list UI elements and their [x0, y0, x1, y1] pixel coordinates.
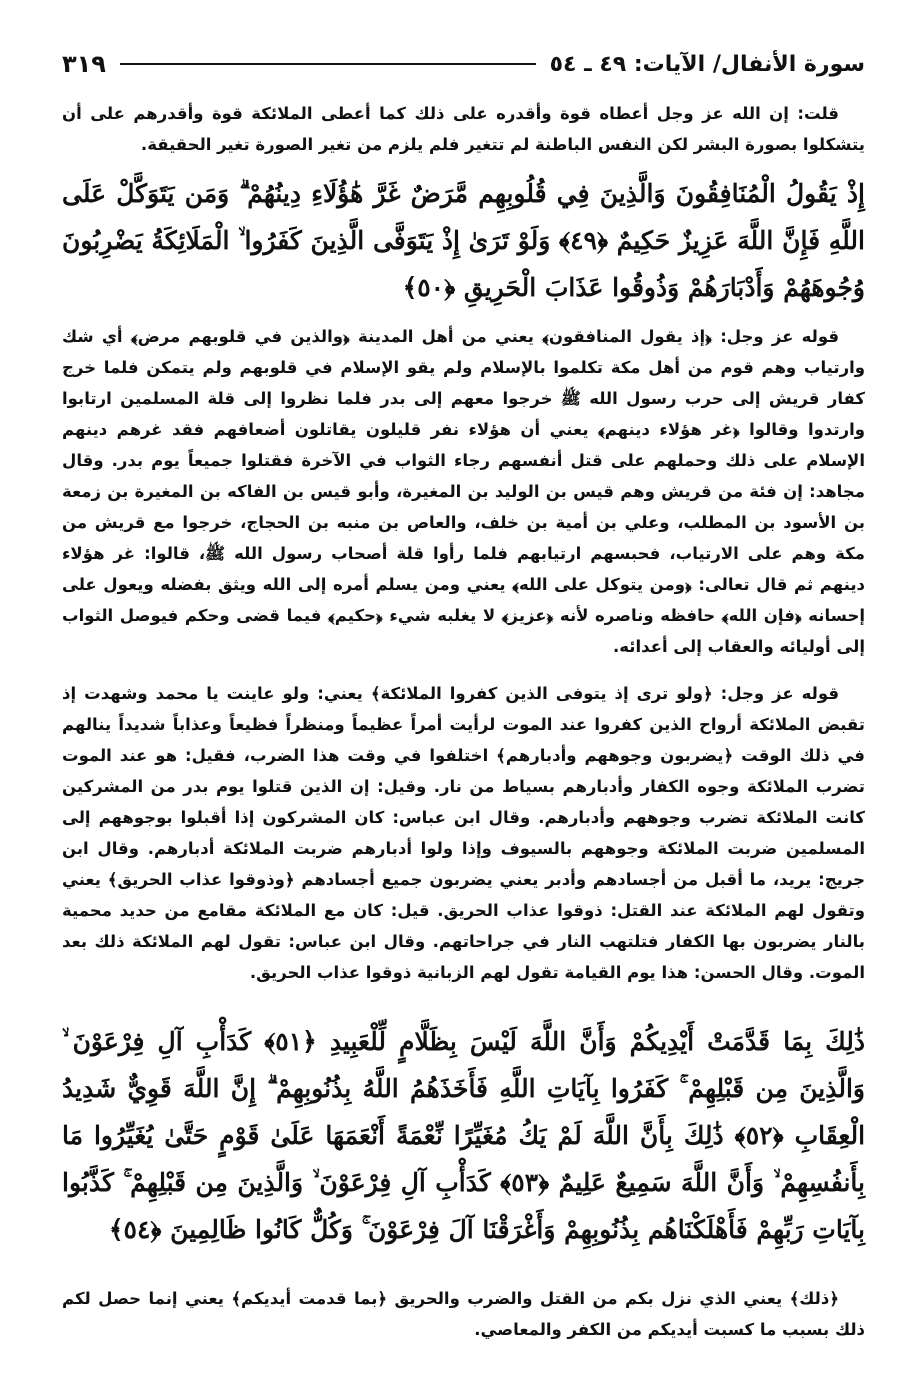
paragraph-text: ﴿ذلك﴾ يعني الذي نزل بكم من القتل والضرب والحريق ﴿بما قدمت أيديكم﴾ يعني إنما حصل لكم ذلك بسبب ما كسبت أيديكم من الكفر والمعاصي.: [62, 1289, 865, 1339]
page-number: ٣١٩: [62, 50, 106, 78]
commentary-paragraph-2: [62, 321, 865, 662]
header-rule: [120, 63, 536, 65]
commentary-paragraph-4: [62, 1283, 865, 1345]
quran-verses-51-54: ذَٰلِكَ بِمَا قَدَّمَتْ أَيْدِيكُمْ وَأَنَّ اللَّهَ لَيْسَ بِظَلَّامٍ لِّلْعَبِيدِ ﴿٥١﴾ كَدَأْبِ آلِ فِرْعَوْنَ ۙ وَالَّذِينَ مِن قَبْلِهِمْ ۚ كَفَرُوا بِآيَاتِ اللَّهِ فَأَخَذَهُمُ اللَّهُ بِذُنُوبِهِمْ ۗ إِنَّ اللَّهَ قَوِيٌّ شَدِيدُ الْعِقَابِ ﴿٥٢﴾ ذَٰلِكَ بِأَنَّ اللَّهَ لَمْ يَكُ مُغَيِّرًا نِّعْمَةً أَنْعَمَهَا عَلَىٰ قَوْمٍ حَتَّىٰ يُغَيِّرُوا مَا بِأَنفُسِهِمْ ۙ وَأَنَّ اللَّهَ سَمِيعٌ عَلِيمٌ ﴿٥٣﴾ كَدَأْبِ آلِ فِرْعَوْنَ ۙ وَالَّذِينَ مِن قَبْلِهِمْ ۚ كَذَّبُوا بِآيَاتِ رَبِّهِمْ فَأَهْلَكْنَاهُم بِذُنُوبِهِمْ وَأَغْرَقْنَا آلَ فِرْعَوْنَ ۚ وَكُلٌّ كَانُوا ظَالِمِينَ ﴿٥٤﴾: [62, 1027, 866, 1244]
quran-verses-49-50: إِذْ يَقُولُ الْمُنَافِقُونَ وَالَّذِينَ فِي قُلُوبِهِم مَّرَضٌ غَرَّ هَٰؤُلَاءِ دِينُهُمْ ۗ وَمَن يَتَوَكَّلْ عَلَى اللَّهِ فَإِنَّ اللَّهَ عَزِيزٌ حَكِيمٌ ﴿٤٩﴾ وَلَوْ تَرَىٰ إِذْ يَتَوَفَّى الَّذِينَ كَفَرُوا ۙ الْمَلَائِكَةُ يَضْرِبُونَ وُجُوهَهُمْ وَأَدْبَارَهُمْ وَذُوقُوا عَذَابَ الْحَرِيقِ ﴿٥٠﴾: [62, 179, 865, 302]
paragraph-text: قوله عز وجل: ﴿إذ يقول المنافقون﴾ يعني من أهل المدينة ﴿والذين في قلوبهم مرض﴾ أي شك وارتياب وهم قوم من أهل مكة تكلموا بالإسلام ولم يقو الإسلام في قلوبهم ولم يتمكن فلما خرج كفار قريش إلى حرب رسول الله ﷺ خرجوا معهم إلى بدر فلما نظروا إلى قلة المسلمين ارتابوا وارتدوا وقالوا ﴿غر هؤلاء دينهم﴾ يعني أن هؤلاء نفر قليلون يقاتلون أضعافهم فقد غرهم دينهم الإسلام على ذلك وحملهم على قتل أنفسهم رجاء الثواب في الآخرة فقتلوا جميعاً يوم بدر. وقال مجاهد: إن فئة من قريش وهم قيس بن الوليد بن المغيرة، وأبو قيس بن الفاكه بن المغيرة بن زمعة بن الأسود بن المطلب، وعلي بن أمية بن خلف، والعاص بن منبه بن الحجاج، خرجوا مع قريش من مكة وهم على الارتياب، فحبسهم ارتيابهم فلما رأوا قلة أصحاب رسول الله ﷺ، قالوا: غر هؤلاء دينهم ثم قال تعالى: ﴿ومن يتوكل على الله﴾ يعني ومن يسلم أمره إلى الله ويثق بفضله ويعول على إحسانه ﴿فإن الله﴾ حافظه وناصره لأنه ﴿عزيز﴾ لا يغلبه شيء ﴿حكيم﴾ فيما قضى وحكم فيوصل الثواب إلى أوليائه والعقاب إلى أعدائه.: [62, 327, 865, 656]
surah-title: سورة الأنفال/ الآيات: ٤٩ ـ ٥٤: [549, 51, 865, 77]
commentary-paragraph-1: [62, 98, 865, 160]
commentary-paragraph-3: [62, 678, 865, 988]
paragraph-text: قلت: إن الله عز وجل أعطاه قوة وأقدره على ذلك كما أعطى الملائكة قوة وأقدرهم على أن يتشكلوا بصورة البشر لكن النفس الباطنة لم تتغير فلم يلزم من تغير الصورة تغير الحقيقة.: [62, 104, 865, 154]
paragraph-text: قوله عز وجل: ﴿ولو ترى إذ يتوفى الذين كفروا الملائكة﴾ يعني: ولو عاينت يا محمد وشهدت إذ تقبض الملائكة أرواح الذين كفروا عند الموت لرأيت أمراً عظيماً ومنظراً فظيعاً وعذاباً شديداً ينالهم في ذلك الوقت ﴿يضربون وجوههم وأدبارهم﴾ اختلفوا في وقت هذا الضرب، فقيل: هو عند الموت تضرب الملائكة وجوه الكفار وأدبارهم بسياط من نار. وقيل: إن الذين قتلوا يوم بدر من المشركين كانت الملائكة تضرب وجوههم وأدبارهم. وقال ابن عباس: كان المشركون إذا أقبلوا بوجوههم إلى المسلمين ضربت الملائكة وجوههم بالسيوف وإذا ولوا أدبارهم ضربت الملائكة أدبارهم. وقال ابن جريج: يريد، ما أقبل من أجسادهم وأدبر يعني يضربون جميع أجسادهم ﴿وذوقوا عذاب الحريق﴾ يعني وتقول لهم الملائكة عند القتل: ذوقوا عذاب الحريق. قيل: كان مع الملائكة مقامع من حديد محمية بالنار يضربون بها الكفار فتلتهب النار في جراحاتهم. وقال ابن عباس: تقول لهم الملائكة ذلك بعد الموت. وقال الحسن: هذا يوم القيامة تقول لهم الزبانية ذوقوا عذاب الحريق.: [62, 684, 865, 982]
page-header: [62, 40, 865, 88]
